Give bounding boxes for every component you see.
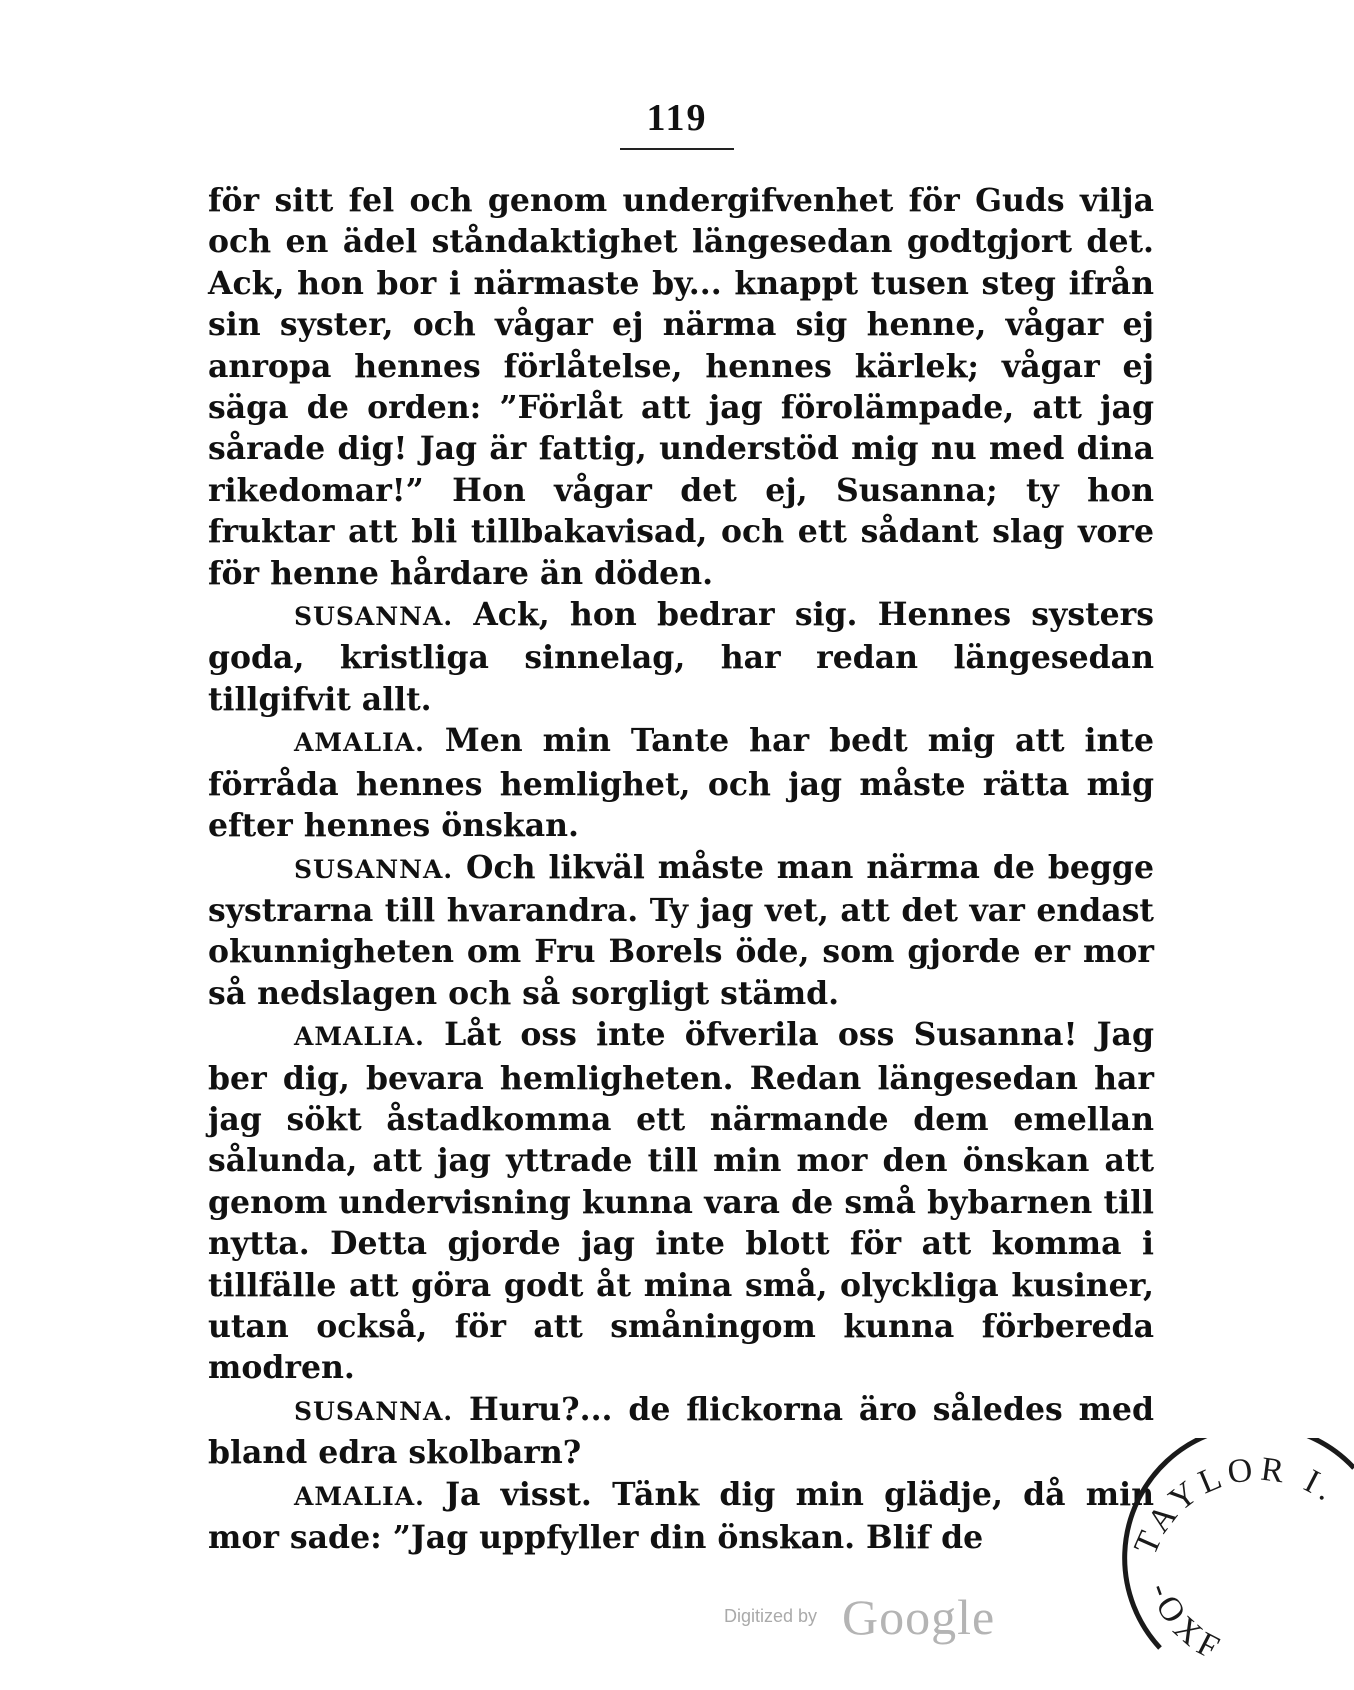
speaker-label: AMALIA. [294,1481,425,1511]
page-number-rule [620,148,734,150]
paragraph-text: för sitt fel och genom undergifvenhet för Guds vilja och en ädel ståndaktighet längesedan godtgjort det. Ack, hon bor i närmaste by... knappt tusen steg ifrån sin syster, och vågar ej närma sig henne, vågar ej anropa hennes förlåtelse, hennes kärlek; vågar ej säga de orden: ”Förlåt att jag förolämpade, att jag sårade dig! Jag är fattig, understöd mig nu med dina rikedomar!” Hon vågar det ej, Susanna; ty hon fruktar att bli tillbakavisad, och ett sådant slag vore för henne hårdare än döden. [208,182,1154,592]
speaker-label: SUSANNA. [294,854,454,884]
stamp-text-path: TAYLOR I. [1127,1450,1347,1561]
google-logo: Google [842,1589,996,1645]
speaker-label: SUSANNA. [294,1396,454,1426]
speaker-label: AMALIA. [294,728,425,758]
paragraph-text: Ack, hon bedrar sig. Hennes systers goda, kristliga sinnelag, har redan längesedan tillgifvit allt. [208,596,1154,718]
stamp-lower-text-path: -OXF [1142,1578,1231,1668]
paragraph-text: Och likväl måste man närma de begge systrarna till hvarandra. Ty jag vet, att det var endast okunnigheten om Fru Borels öde, som gjorde er mor så nedslagen och så sorgligt stämd. [208,848,1154,1012]
paragraph-2 [208,594,1154,720]
paragraph-1 [208,180,1154,594]
paragraph-4 [208,847,1154,1015]
paragraph-3 [208,720,1154,846]
paragraph-text: Huru?... de flickorna äro således med bland edra skolbarn? [208,1390,1155,1472]
paragraph-5 [208,1014,1154,1389]
speaker-label: SUSANNA. [294,602,454,632]
body-text [208,180,1154,1558]
paragraph-7 [208,1474,1154,1559]
digitized-by-label: Digitized by [724,1606,818,1626]
stamp-lower-text [1142,1578,1230,1668]
paragraph-6 [208,1389,1154,1474]
speaker-label: AMALIA. [294,1022,425,1052]
page-number: 119 [646,97,708,139]
paragraph-text: Ja visst. Tänk dig min glädje, då min mor sade: ”Jag uppfyller din önskan. Blif de [208,1475,1155,1556]
library-stamp [1120,1438,1354,1668]
paragraph-text: Men min Tante har bedt mig att inte förråda hennes hemlighet, och jag måste rätta mig efter hennes önskan. [208,722,1154,845]
paragraph-text: Låt oss inte öfverila oss Susanna! Jag ber dig, bevara hemligheten. Redan längesedan har jag sökt åstadkomma ett närmande dem emellan sålunda, att jag yttrade till min mor den önskan att genom undervisning kunna vara de små bybarnen till nytta. Detta gjorde jag inte blott för att komma i tillfälle att göra godt åt mina små, olyckliga kusiner, utan också, för att småningom kunna förbereda modren. [208,1016,1154,1387]
